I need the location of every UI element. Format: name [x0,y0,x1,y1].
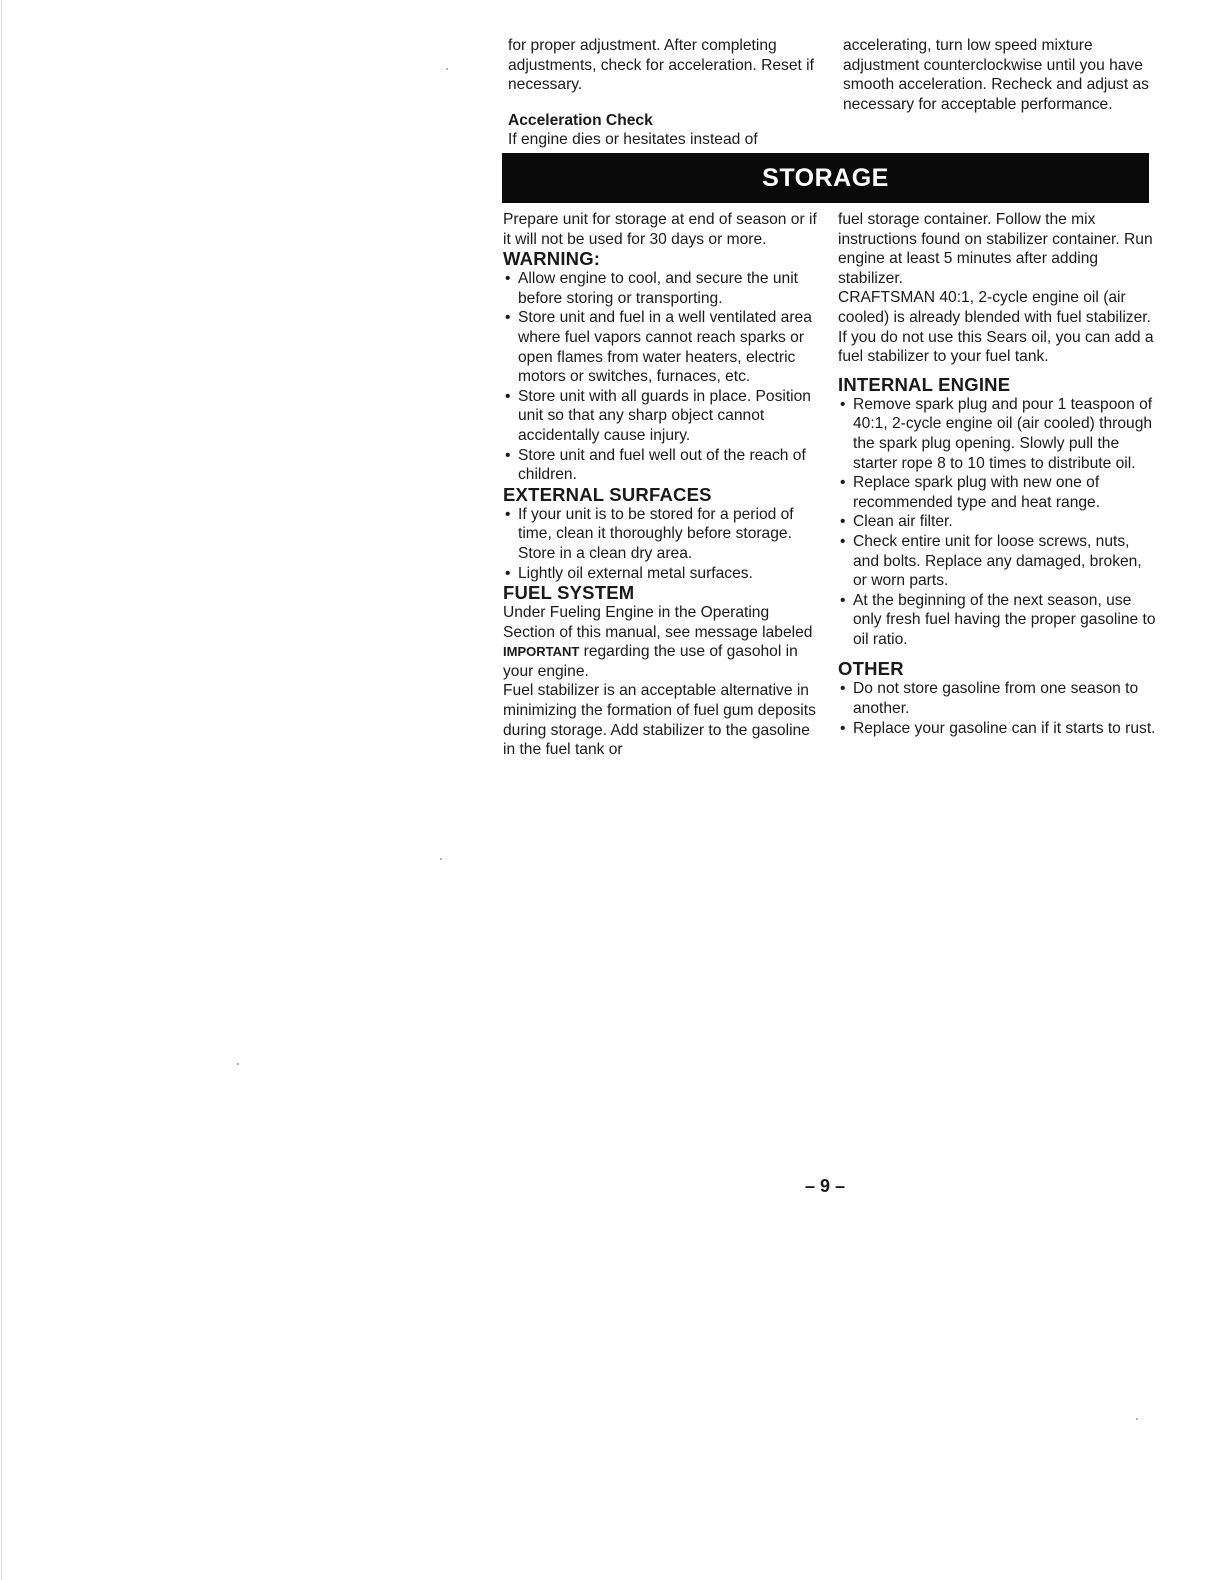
storage-right-column [838,210,1156,738]
warning-list [503,269,825,485]
scan-speck [440,858,442,860]
list-item: • Do not store gasoline from one season to another. [838,679,1156,718]
list-item: • At the beginning of the next season, use only fresh fuel having the proper gasoline to oil ratio. [838,591,1156,650]
warning-heading: WARNING: [503,248,601,270]
list-item: • Allow engine to cool, and secure the unit before storing or transporting. [503,269,825,308]
storage-intro: Prepare unit for storage at end of season or if it will not be used for 30 days or more. [503,211,817,248]
top-left-column [508,36,828,150]
other-list [838,679,1156,738]
scan-speck [237,1063,239,1065]
other-heading: OTHER [838,658,904,680]
list-item: • Store unit with all guards in place. Position unit so that any sharp object cannot accidentally cause injury. [503,387,825,446]
fuel-container-text: fuel storage container. Follow the mix instructions found on stabilizer container. Run engine at least 5 minutes after adding stabilizer. [838,211,1153,287]
fuel-system-heading: FUEL SYSTEM [503,582,635,604]
adjustment-text: for proper adjustment. After completing adjustments, check for acceleration. Reset if necessary. [508,37,814,94]
list-item: • Replace spark plug with new one of recommended type and heat range. [838,473,1156,512]
scan-speck [446,68,448,70]
important-label: IMPORTANT [503,644,580,660]
scan-speck [1136,1418,1138,1420]
internal-engine-heading: INTERNAL ENGINE [838,373,1011,395]
list-item: • Lightly oil external metal surfaces. [503,564,825,584]
list-item: • Store unit and fuel well out of the reach of children. [503,446,825,485]
top-right-column [843,36,1153,114]
storage-title: STORAGE [762,164,889,192]
acceleration-check-heading: Acceleration Check [508,111,653,129]
page-number: – 9 – [804,1176,846,1196]
storage-left-column [503,210,825,760]
list-item: • Store unit and fuel in a well ventilated area where fuel vapors cannot reach sparks or open flames from water heaters, electric motors or switches, furnaces, etc. [503,308,825,386]
external-surfaces-list [503,505,825,583]
fuel-gasohol-text [503,603,825,681]
scan-margin-line [1,0,2,1580]
fuel-text-part: Under Fueling Engine in the Operating Section of this manual, see message labeled [503,604,813,641]
list-item: • Check entire unit for loose screws, nuts, and bolts. Replace any damaged, broken, or worn parts. [838,532,1156,591]
list-item: • Clean air filter. [838,512,1156,532]
craftsman-oil-text: CRAFTSMAN 40:1, 2-cycle engine oil (air cooled) is already blended with fuel stabilizer. If you do not use this Sears oil, you can add a fuel stabilizer to your fuel tank. [838,289,1154,366]
acceleration-check-text: If engine dies or hesitates instead of [508,131,758,149]
internal-engine-list [838,395,1156,650]
list-item: • Remove spark plug and pour 1 teaspoon of 40:1, 2-cycle engine oil (air cooled) through the spark plug opening. Slowly pull the starter rope 8 to 10 times to distribute oil. [838,395,1156,473]
acceleration-continued-text: accelerating, turn low speed mixture adjustment counterclockwise until you have smooth acceleration. Recheck and adjust as necessary for acceptable performance. [843,37,1149,113]
fuel-stabilizer-text: Fuel stabilizer is an acceptable alternative in minimizing the formation of fuel gum deposits during storage. Add stabilizer to the gasoline in the fuel tank or [503,682,816,759]
fuel-text-part: regarding the use of gasohol in your engine. [503,643,798,680]
list-item: • If your unit is to be stored for a period of time, clean it thoroughly before storage. Store in a clean dry area. [503,505,825,564]
list-item: • Replace your gasoline can if it starts to rust. [838,719,1156,739]
storage-banner [502,153,1149,203]
external-surfaces-heading: EXTERNAL SURFACES [503,483,712,505]
